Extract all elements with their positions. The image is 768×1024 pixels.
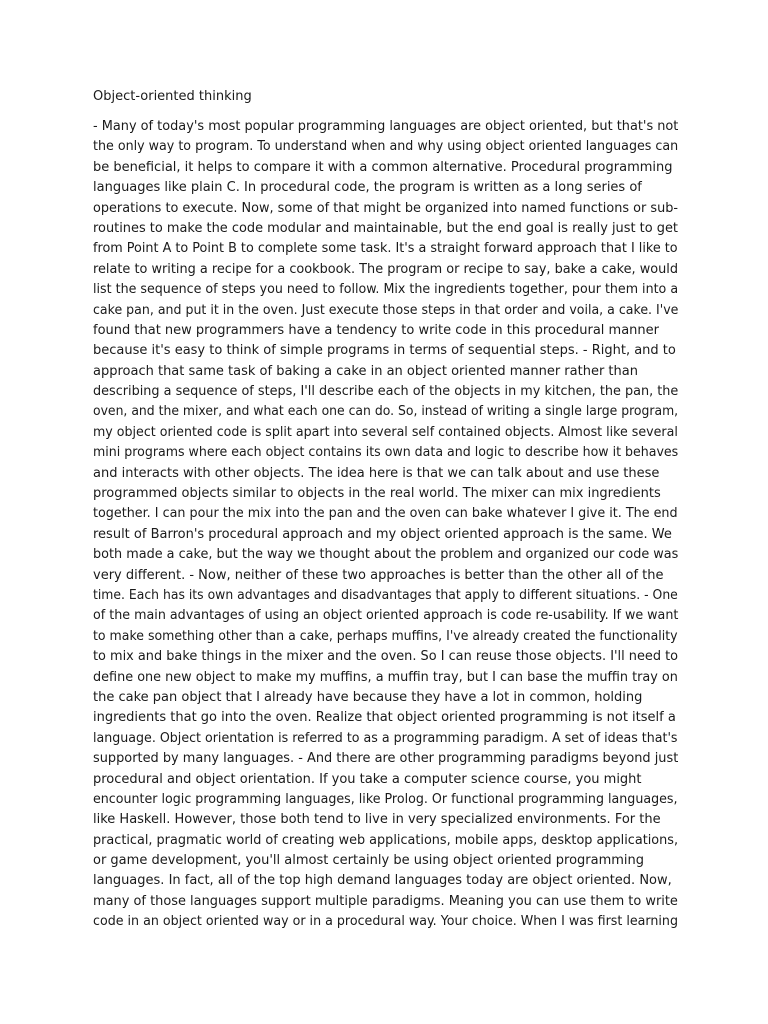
body-text-line: language. Object orientation is referred to as a programming paradigm. A set of ideas that's bbox=[93, 730, 678, 746]
document-body bbox=[93, 117, 678, 933]
body-text-line: because it's easy to think of simple programs in terms of sequential steps. - Right, and to bbox=[93, 343, 676, 359]
body-text-line: encounter logic programming languages, like Prolog. Or functional programming languages, bbox=[93, 791, 678, 807]
body-text-line: be beneficial, it helps to compare it with a common alternative. Procedural programming bbox=[93, 159, 673, 175]
body-text-line: programmed objects similar to objects in the real world. The mixer can mix ingredients bbox=[93, 486, 661, 502]
body-text-line: time. Each has its own advantages and disadvantages that apply to different situations. - One bbox=[93, 587, 678, 603]
body-text-line: operations to execute. Now, some of that might be organized into named functions or sub- bbox=[93, 200, 679, 216]
body-text-line: both made a cake, but the way we thought about the problem and organized our code was bbox=[93, 547, 679, 563]
body-text-line: define one new object to make my muffins, a muffin tray, but I can base the muffin tray on bbox=[93, 669, 678, 685]
body-text-line: code in an object oriented way or in a procedural way. Your choice. When I was first learning bbox=[93, 914, 678, 930]
body-text-line: like Haskell. However, those both tend to live in very specialized environments. For the bbox=[93, 812, 661, 828]
body-text-line: relate to writing a recipe for a cookbook. The program or recipe to say, bake a cake, would bbox=[93, 261, 678, 277]
body-text-line: and interacts with other objects. The idea here is that we can talk about and use these bbox=[93, 465, 660, 481]
body-text-line: result of Barron's procedural approach and my object oriented approach is the same. We bbox=[93, 526, 672, 542]
body-text-line: - Many of today's most popular programming languages are object oriented, but that's not bbox=[93, 119, 679, 134]
body-text-line: to mix and bake things in the mixer and the oven. So I can reuse those objects. I'll need to bbox=[93, 649, 679, 665]
body-text-line: my object oriented code is split apart into several self contained objects. Almost like several bbox=[93, 424, 678, 440]
body-text-line: found that new programmers have a tendency to write code in this procedural manner bbox=[93, 322, 659, 338]
body-text-line: to make something other than a cake, perhaps muffins, I've already created the functionality bbox=[93, 628, 678, 644]
body-text-line: approach that same task of baking a cake in an object oriented manner rather than bbox=[93, 363, 638, 379]
body-text-line: supported by many languages. - And there are other programming paradigms beyond just bbox=[93, 751, 679, 767]
body-text-line: or game development, you'll almost certainly be using object oriented programming bbox=[93, 853, 645, 869]
body-text-line: cake pan, and put it in the oven. Just execute those steps in that order and voila, a cake. I've bbox=[93, 302, 679, 318]
body-text-line: languages. In fact, all of the top high demand languages today are object oriented. Now, bbox=[93, 873, 672, 889]
body-text-line: the only way to program. To understand when and why using object oriented languages can bbox=[93, 139, 679, 155]
body-text-line: routines to make the code modular and maintainable, but the end goal is really just to get bbox=[93, 220, 679, 236]
body-text-line: list the sequence of steps you need to follow. Mix the ingredients together, pour them into a bbox=[93, 282, 679, 298]
body-text-line: practical, pragmatic world of creating web applications, mobile apps, desktop applications, bbox=[93, 832, 679, 848]
body-text-line: very different. - Now, neither of these two approaches is better than the other all of the bbox=[93, 567, 664, 583]
body-text-line: from Point A to Point B to complete some task. It's a straight forward approach that I like to bbox=[93, 241, 678, 257]
body-text-line: together. I can pour the mix into the pan and the oven can bake whatever I give it. The end bbox=[93, 506, 678, 522]
document-title: Object-oriented thinking bbox=[93, 89, 252, 104]
body-text-line: procedural and object orientation. If you take a computer science course, you might bbox=[93, 771, 642, 787]
body-text-line: mini programs where each object contains its own data and logic to describe how it behaves bbox=[93, 445, 679, 461]
body-text-line: of the main advantages of using an object oriented approach is code re-usability. If we want bbox=[93, 608, 679, 624]
body-text-line: oven, and the mixer, and what each one can do. So, instead of writing a single large program, bbox=[93, 404, 679, 420]
body-text-line: the cake pan object that I already have because they have a lot in common, holding bbox=[93, 689, 643, 705]
body-text-line: describing a sequence of steps, I'll describe each of the objects in my kitchen, the pan, the bbox=[93, 384, 679, 400]
body-text-line: many of those languages support multiple paradigms. Meaning you can use them to write bbox=[93, 893, 678, 909]
body-text-line: ingredients that go into the oven. Realize that object oriented programming is not itself a bbox=[93, 710, 676, 726]
body-text-line: languages like plain C. In procedural code, the program is written as a long series of bbox=[93, 180, 642, 196]
